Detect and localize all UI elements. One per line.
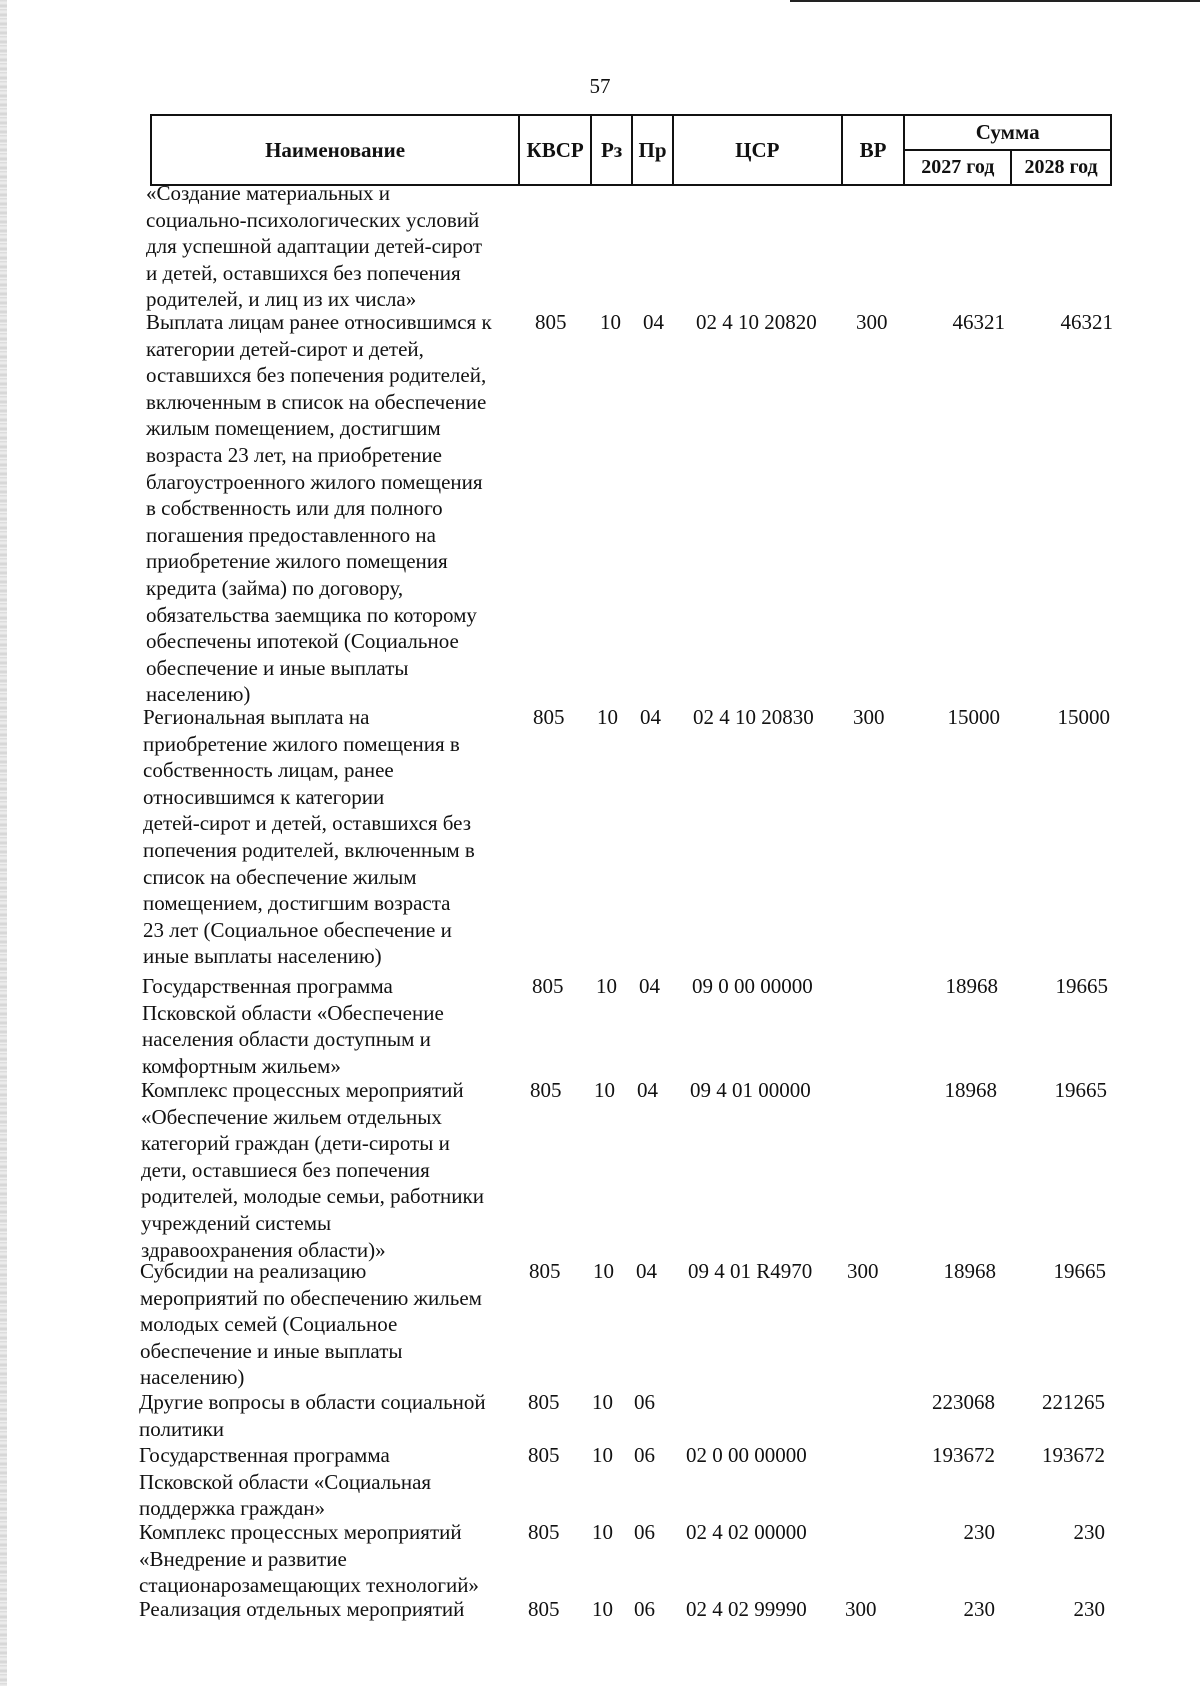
row-kvsr: 805 xyxy=(530,1078,562,1102)
row-sum-2028: 19665 xyxy=(1054,1078,1107,1102)
row-pr: 04 xyxy=(643,310,664,334)
top-border-line xyxy=(790,0,1200,2)
row-sum-2027: 18968 xyxy=(943,1259,996,1283)
row-sum-2027: 15000 xyxy=(947,705,1000,729)
row-rz: 10 xyxy=(597,705,618,729)
row-rz: 10 xyxy=(593,1259,614,1283)
row-kvsr: 805 xyxy=(533,705,565,729)
row-rz: 10 xyxy=(592,1520,613,1544)
row-pr: 06 xyxy=(634,1390,655,1414)
row-vr: 300 xyxy=(845,1597,877,1621)
row-name: Комплекс процессных мероприятий «Внедрение и развитие стационарозамещающих технологий» xyxy=(139,1520,479,1598)
row-sum-2027: 230 xyxy=(963,1597,995,1621)
row-rz: 10 xyxy=(592,1597,613,1621)
row-kvsr: 805 xyxy=(535,310,567,334)
row-name: Государственная программа Псковской области «Обеспечение населения области доступным и комфортным жильем» xyxy=(142,974,444,1078)
row-pr: 04 xyxy=(636,1259,657,1283)
row-rz: 10 xyxy=(592,1390,613,1414)
row-sum-2028: 230 xyxy=(1073,1597,1105,1621)
row-rz: 10 xyxy=(596,974,617,998)
row-sum-2028: 46321 xyxy=(1060,310,1113,334)
row-name: Выплата лицам ранее относившимся к категории детей-сирот и детей, оставшихся без попечения родителей, включенным в список на обеспечение жилым помещением, достигшим возраста 23 лет, на приобретение благоустроенного жилого помещения в собственность или для полного погашения предоставленного на приобретение жилого помещения кредита (займа) по договору, обязательства заемщика по которому обеспечены ипотекой (Социальное обеспечение и иные выплаты населению) xyxy=(146,310,492,707)
row-vr: 300 xyxy=(853,705,885,729)
row-csr: 02 4 02 99990 xyxy=(686,1597,807,1621)
row-sum-2027: 223068 xyxy=(932,1390,995,1414)
row-csr: 09 0 00 00000 xyxy=(692,974,813,998)
header-year-2027: 2027 год xyxy=(904,150,1011,185)
row-name: Комплекс процессных мероприятий «Обеспечение жильем отдельных категорий граждан (дети-сироты и дети, оставшиеся без попечения родителей, молодые семьи, работники учреждений системы здравоохранения области)» xyxy=(141,1078,484,1262)
row-name: «Создание материальных и социально-психологических условий для успешной адаптации детей-сирот и детей, оставшихся без попечения родителей, и лиц из их числа» xyxy=(146,181,483,312)
row-pr: 04 xyxy=(640,705,661,729)
header-pr: Пр xyxy=(632,115,673,185)
row-kvsr: 805 xyxy=(532,974,564,998)
row-sum-2027: 18968 xyxy=(945,974,998,998)
row-sum-2028: 221265 xyxy=(1042,1390,1105,1414)
row-sum-2027: 18968 xyxy=(944,1078,997,1102)
table-header xyxy=(150,114,1112,186)
header-sum: Сумма xyxy=(904,115,1111,150)
row-sum-2028: 19665 xyxy=(1053,1259,1106,1283)
row-kvsr: 805 xyxy=(529,1259,561,1283)
row-name: Региональная выплата на приобретение жилого помещения в собственность лицам, ранее относившимся к категории детей-сирот и детей, оставшихся без попечения родителей, включенным в список на обеспечение жилым помещением, достигшим возраста 23 лет (Социальное обеспечение и иные выплаты населению) xyxy=(143,705,475,969)
header-csr: ЦСР xyxy=(673,115,842,185)
row-sum-2027: 230 xyxy=(963,1520,995,1544)
row-sum-2027: 46321 xyxy=(952,310,1005,334)
scan-edge xyxy=(0,0,7,1686)
row-rz: 10 xyxy=(600,310,621,334)
row-pr: 04 xyxy=(637,1078,658,1102)
row-csr: 02 4 10 20820 xyxy=(696,310,817,334)
row-pr: 06 xyxy=(634,1597,655,1621)
row-csr: 02 4 10 20830 xyxy=(693,705,814,729)
row-csr: 09 4 01 R4970 xyxy=(688,1259,813,1283)
header-year-2028: 2028 год xyxy=(1011,150,1111,185)
row-vr: 300 xyxy=(847,1259,879,1283)
row-pr: 06 xyxy=(634,1520,655,1544)
row-pr: 06 xyxy=(634,1443,655,1467)
row-rz: 10 xyxy=(592,1443,613,1467)
row-name: Реализация отдельных мероприятий xyxy=(139,1597,465,1621)
row-csr: 02 0 00 00000 xyxy=(686,1443,807,1467)
header-rz: Рз xyxy=(591,115,632,185)
row-name: Субсидии на реализацию мероприятий по обеспечению жильем молодых семей (Социальное обеспечение и иные выплаты населению) xyxy=(140,1259,482,1390)
row-rz: 10 xyxy=(594,1078,615,1102)
row-csr: 02 4 02 00000 xyxy=(686,1520,807,1544)
row-name: Государственная программа Псковской области «Социальная поддержка граждан» xyxy=(139,1443,432,1521)
row-csr: 09 4 01 00000 xyxy=(690,1078,811,1102)
table-header-grid xyxy=(150,114,1112,186)
row-sum-2028: 230 xyxy=(1073,1520,1105,1544)
row-sum-2028: 193672 xyxy=(1042,1443,1105,1467)
row-sum-2028: 15000 xyxy=(1057,705,1110,729)
row-name: Другие вопросы в области социальной политики xyxy=(139,1390,486,1441)
header-vr: ВР xyxy=(842,115,905,185)
header-kvsr: КВСР xyxy=(519,115,591,185)
header-name: Наименование xyxy=(151,115,519,185)
row-sum-2027: 193672 xyxy=(932,1443,995,1467)
row-kvsr: 805 xyxy=(528,1390,560,1414)
row-vr: 300 xyxy=(856,310,888,334)
row-kvsr: 805 xyxy=(528,1443,560,1467)
row-sum-2028: 19665 xyxy=(1055,974,1108,998)
row-pr: 04 xyxy=(639,974,660,998)
row-kvsr: 805 xyxy=(528,1597,560,1621)
row-kvsr: 805 xyxy=(528,1520,560,1544)
page-number: 57 xyxy=(589,74,611,98)
